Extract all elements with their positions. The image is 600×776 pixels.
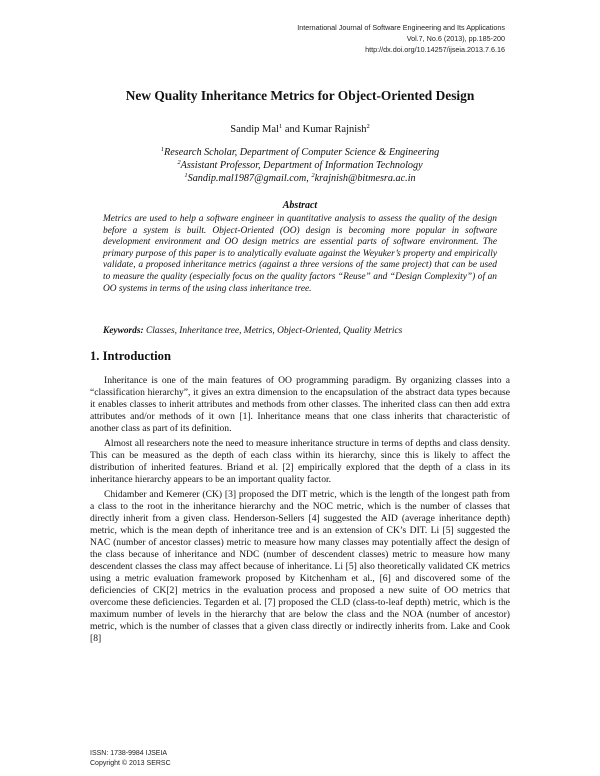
author-superscript: 2 bbox=[366, 123, 370, 130]
keywords-text: Classes, Inheritance tree, Metrics, Object-Oriented, Quality Metrics bbox=[143, 326, 403, 336]
author-name: Kumar Rajnish bbox=[302, 124, 367, 135]
email-text: Sandip.mal1987@gmail.com, bbox=[187, 173, 312, 184]
affiliation-1 bbox=[0, 146, 600, 159]
journal-name: International Journal of Software Engineering and Its Applications bbox=[297, 23, 505, 32]
keywords-label: Keywords: bbox=[103, 326, 144, 336]
paragraph: Chidamber and Kemerer (CK) [3] proposed the DIT metric, which is the length of the longest path from a class to the root in the inheritance hierarchy and the NOC metric, which is the number of classes that directly inherit from a given class. Henderson-Sellers [4] suggested the AID (average inheritance depth) metric, which is the mean depth of inheritance tree and is an extension of CK’s DIT. Li [5] suggested the NAC (number of ancestor classes) metric to measure how many classes may potentially affect the design of the class because of inheritance and NDC (number of descendent classes) metric to measure how many descendent classes the class may affect because of inheritance. Li [5] also theoretically validated CK metrics using a metric evaluation framework proposed by Kitchenham et al., [6] and discovered some of the deficiencies of CK[2] metrics in the evaluation process and proposed a new suite of OO metrics that overcome these deficiencies. Tegarden et al. [7] proposed the CLD (class-to-leaf depth) metric, which is the maximum number of levels in the hierarchy that are below the class and the NOA (number of ancestor) metric, which is the number of classes that a given class directly or indirectly inherits from. Lake and Cook [8] bbox=[90, 489, 510, 644]
paragraph: Inheritance is one of the main features of OO programming paradigm. By organizing classes into a “classification hierarchy”, it gives an extra dimension to the encapsulation of the abstract data types because it enables classes to inherit attributes and methods from other classes. The inherited class can then add extra attributes and/or methods of it own [1]. Inheritance means that one class inherits that characteristic of another class as part of its definition. bbox=[90, 375, 510, 434]
journal-doi: http://dx.doi.org/10.14257/ijseia.2013.7.6.16 bbox=[365, 45, 505, 54]
author-name: Sandip Mal bbox=[230, 124, 279, 135]
section-heading: 1. Introduction bbox=[90, 349, 171, 363]
section-body bbox=[90, 375, 510, 648]
paper-title: New Quality Inheritance Metrics for Object-Oriented Design bbox=[125, 88, 475, 103]
affiliations bbox=[0, 146, 600, 185]
email-superscript: 1 bbox=[184, 172, 188, 179]
footer-copyright: Copyright © 2013 SERSC bbox=[90, 760, 171, 767]
email-text: krajnish@bitmesra.ac.in bbox=[314, 173, 416, 184]
affiliation-superscript: 1 bbox=[160, 146, 165, 153]
keywords bbox=[103, 326, 497, 336]
abstract-heading: Abstract bbox=[282, 200, 318, 211]
author-superscript: 1 bbox=[278, 123, 283, 130]
email-superscript: 2 bbox=[311, 172, 315, 179]
emails bbox=[0, 172, 600, 185]
abstract-text: Metrics are used to help a software engineer in quantitative analysis to assess the quality of the design before a system is built. Object-Oriented (OO) design is becoming more popular in software development environment and OO design metrics are essential parts of software environment. The primary purpose of this paper is to analytically evaluate against the Weyuker’s property and empirically validate, a proposed inheritance metrics (against a three versions of the same project) that can be used to measure the quality (especially focus on the quality factors “Reuse” and “Design Complexity”) of an OO systems in terms of the using class inheritance tree. bbox=[103, 214, 497, 294]
paragraph: Almost all researchers note the need to measure inheritance structure in terms of depths and class density. This can be measured as the depth of each class within its hierarchy, since this is likely to affect the distribution of inherited features. Briand et al. [2] empirically explored that the depth of a class in its inheritance hierarchy appears to be an important quality factor. bbox=[90, 438, 510, 485]
journal-header bbox=[205, 22, 505, 55]
author-line bbox=[0, 124, 600, 135]
affiliation-2 bbox=[0, 159, 600, 172]
journal-volume: Vol.7, No.6 (2013), pp.185-200 bbox=[406, 34, 505, 43]
affiliation-text: Research Scholar, Department of Computer Science & Engineering bbox=[164, 147, 440, 158]
footer-issn: ISSN: 1738-9984 IJSEIA bbox=[90, 750, 168, 757]
author-conjunction: and bbox=[282, 124, 303, 135]
affiliation-superscript: 2 bbox=[177, 159, 181, 166]
page-footer bbox=[90, 749, 171, 769]
affiliation-text: Assistant Professor, Department of Information Technology bbox=[180, 160, 423, 171]
